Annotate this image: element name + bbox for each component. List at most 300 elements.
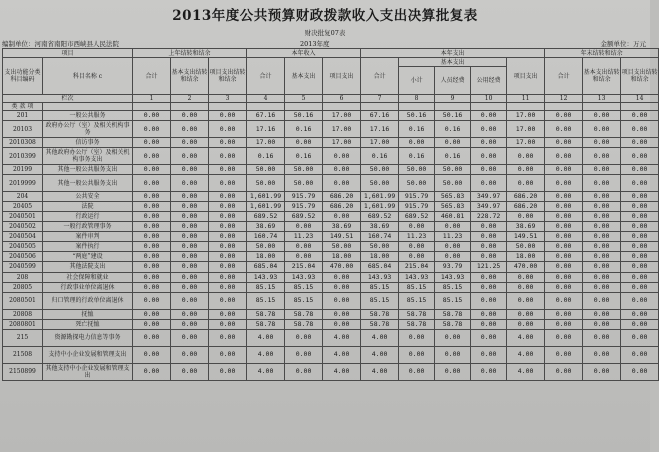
table-code: 财决批复07表 bbox=[304, 29, 346, 37]
header-project: 项目 bbox=[3, 49, 133, 58]
table-row bbox=[3, 175, 659, 192]
table-row bbox=[3, 346, 659, 363]
table-row bbox=[3, 232, 659, 242]
row-value: 0.00 bbox=[209, 242, 247, 252]
row-value: 0.00 bbox=[583, 202, 621, 212]
row-value: 0.16 bbox=[399, 121, 435, 138]
row-value: 0.00 bbox=[285, 138, 323, 148]
row-value: 4.00 bbox=[323, 346, 361, 363]
row-value: 0.00 bbox=[471, 222, 507, 232]
row-value: 4.00 bbox=[323, 329, 361, 346]
row-value: 0.00 bbox=[133, 329, 171, 346]
row-value: 0.00 bbox=[507, 212, 545, 222]
table-row bbox=[3, 121, 659, 138]
row-subject-name: 一般公共服务 bbox=[43, 111, 133, 121]
row-value: 18.00 bbox=[507, 252, 545, 262]
row-value: 0.00 bbox=[323, 175, 361, 192]
row-value: 0.00 bbox=[621, 165, 659, 175]
row-value: 50.16 bbox=[285, 111, 323, 121]
row-subject-name: 信访事务 bbox=[43, 138, 133, 148]
budget-table bbox=[2, 48, 659, 381]
row-value: 0.00 bbox=[209, 292, 247, 309]
row-value: 470.00 bbox=[507, 262, 545, 272]
row-value: 0.00 bbox=[171, 165, 209, 175]
row-value: 228.72 bbox=[471, 212, 507, 222]
row-value: 0.00 bbox=[133, 346, 171, 363]
row-value: 0.00 bbox=[209, 192, 247, 202]
row-value: 0.00 bbox=[133, 222, 171, 232]
row-value: 915.79 bbox=[285, 202, 323, 212]
header-row-no: 栏次 bbox=[3, 95, 133, 103]
row-value: 0.00 bbox=[435, 252, 471, 262]
row-value: 689.52 bbox=[247, 212, 285, 222]
row-value: 0.00 bbox=[285, 363, 323, 380]
row-value: 470.00 bbox=[323, 262, 361, 272]
header-expense-project: 项目支出 bbox=[507, 58, 545, 95]
row-value: 0.00 bbox=[621, 252, 659, 262]
row-value: 0.00 bbox=[209, 222, 247, 232]
row-value: 349.97 bbox=[471, 202, 507, 212]
row-value: 0.00 bbox=[399, 329, 435, 346]
row-value: 0.00 bbox=[583, 175, 621, 192]
row-value: 0.00 bbox=[545, 121, 583, 138]
row-code: 2040506 bbox=[3, 252, 43, 262]
row-value: 0.00 bbox=[435, 346, 471, 363]
row-value: 0.00 bbox=[171, 319, 209, 329]
table-row bbox=[3, 329, 659, 346]
table-row bbox=[3, 212, 659, 222]
row-value: 0.00 bbox=[133, 192, 171, 202]
row-code: 208 bbox=[3, 272, 43, 282]
row-value: 0.00 bbox=[583, 192, 621, 202]
row-value: 0.00 bbox=[507, 309, 545, 319]
row-value: 0.00 bbox=[583, 252, 621, 262]
row-code: 21508 bbox=[3, 346, 43, 363]
row-value: 58.78 bbox=[399, 319, 435, 329]
row-value: 0.00 bbox=[133, 309, 171, 319]
row-value: 50.16 bbox=[399, 111, 435, 121]
row-value: 0.00 bbox=[545, 202, 583, 212]
row-value: 50.00 bbox=[399, 165, 435, 175]
row-code: 2040505 bbox=[3, 242, 43, 252]
row-value: 0.00 bbox=[133, 282, 171, 292]
row-value: 85.15 bbox=[399, 292, 435, 309]
row-value: 0.00 bbox=[507, 272, 545, 282]
row-value: 1,601.99 bbox=[361, 192, 399, 202]
row-value: 0.00 bbox=[285, 329, 323, 346]
table-row bbox=[3, 202, 659, 212]
row-value: 0.00 bbox=[545, 232, 583, 242]
row-value: 50.00 bbox=[399, 175, 435, 192]
row-value: 0.00 bbox=[621, 232, 659, 242]
header-year-end-carry: 年末结转和结余 bbox=[545, 49, 659, 58]
row-code: 20103 bbox=[3, 121, 43, 138]
row-value: 0.00 bbox=[133, 121, 171, 138]
row-value: 0.00 bbox=[209, 262, 247, 272]
row-value: 0.00 bbox=[471, 252, 507, 262]
row-value: 50.00 bbox=[361, 175, 399, 192]
row-value: 50.00 bbox=[247, 165, 285, 175]
row-code: 2080501 bbox=[3, 292, 43, 309]
row-subject-name: 抚恤 bbox=[43, 309, 133, 319]
row-value: 0.00 bbox=[545, 222, 583, 232]
header-func-code: 支出功能分类科目编码 bbox=[3, 58, 43, 95]
col-number: 14 bbox=[621, 95, 659, 103]
row-subject-name: 支持中小企业发展和管理支出 bbox=[43, 346, 133, 363]
row-value: 4.00 bbox=[247, 346, 285, 363]
row-code: 2010399 bbox=[3, 148, 43, 165]
row-subject-name: 其他一般公共服务支出 bbox=[43, 175, 133, 192]
row-value: 0.00 bbox=[171, 346, 209, 363]
col-number: 6 bbox=[323, 95, 361, 103]
row-value: 0.00 bbox=[583, 222, 621, 232]
header-income-total: 合计 bbox=[247, 58, 285, 95]
row-value: 915.79 bbox=[399, 202, 435, 212]
row-value: 0.00 bbox=[133, 111, 171, 121]
row-value: 50.00 bbox=[285, 165, 323, 175]
row-value: 0.00 bbox=[171, 252, 209, 262]
row-value: 0.00 bbox=[171, 222, 209, 232]
table-row bbox=[3, 111, 659, 121]
row-value: 0.00 bbox=[171, 262, 209, 272]
row-subject-name: 其他一般公共服务支出 bbox=[43, 165, 133, 175]
row-value: 0.00 bbox=[171, 121, 209, 138]
row-value: 0.00 bbox=[507, 319, 545, 329]
row-value: 0.00 bbox=[583, 292, 621, 309]
row-value: 149.51 bbox=[507, 232, 545, 242]
row-value: 689.52 bbox=[285, 212, 323, 222]
row-subject-name: 行政事业单位离退休 bbox=[43, 282, 133, 292]
row-value: 0.00 bbox=[133, 148, 171, 165]
row-value: 0.00 bbox=[133, 138, 171, 148]
row-subject-name: 行政运行 bbox=[43, 212, 133, 222]
row-value: 460.81 bbox=[435, 212, 471, 222]
row-value: 143.93 bbox=[435, 272, 471, 282]
row-value: 0.00 bbox=[323, 165, 361, 175]
row-value: 0.00 bbox=[399, 252, 435, 262]
row-value: 11.23 bbox=[285, 232, 323, 242]
row-value: 215.04 bbox=[285, 262, 323, 272]
row-value: 18.00 bbox=[247, 252, 285, 262]
row-code: 20405 bbox=[3, 202, 43, 212]
row-value: 0.00 bbox=[621, 262, 659, 272]
row-value: 686.20 bbox=[323, 192, 361, 202]
row-value: 0.00 bbox=[209, 363, 247, 380]
row-value: 0.00 bbox=[171, 363, 209, 380]
row-value: 0.00 bbox=[583, 121, 621, 138]
compiling-unit: 编制单位：河南省南阳市西峡县人民法院 bbox=[2, 40, 119, 48]
row-value: 0.00 bbox=[471, 292, 507, 309]
row-value: 0.00 bbox=[507, 292, 545, 309]
row-code: 215 bbox=[3, 329, 43, 346]
row-value: 0.00 bbox=[471, 165, 507, 175]
row-value: 0.00 bbox=[171, 192, 209, 202]
header-lei-kuan-xiang: 类 款 项 bbox=[3, 103, 43, 111]
col-number: 2 bbox=[171, 95, 209, 103]
row-value: 0.16 bbox=[435, 121, 471, 138]
row-value: 0.00 bbox=[545, 111, 583, 121]
row-value: 0.00 bbox=[133, 363, 171, 380]
header-subtotal: 小计 bbox=[399, 67, 435, 95]
row-value: 0.00 bbox=[545, 165, 583, 175]
row-value: 58.78 bbox=[361, 319, 399, 329]
table-row bbox=[3, 165, 659, 175]
row-value: 17.16 bbox=[247, 121, 285, 138]
row-value: 0.00 bbox=[323, 309, 361, 319]
table-row bbox=[3, 292, 659, 309]
row-value: 17.00 bbox=[247, 138, 285, 148]
row-value: 685.04 bbox=[361, 262, 399, 272]
row-code: 2040502 bbox=[3, 222, 43, 232]
row-value: 121.25 bbox=[471, 262, 507, 272]
row-value: 50.00 bbox=[285, 175, 323, 192]
row-value: 85.15 bbox=[399, 282, 435, 292]
row-value: 0.00 bbox=[507, 148, 545, 165]
row-value: 4.00 bbox=[361, 346, 399, 363]
row-subject-name: 其他法院支出 bbox=[43, 262, 133, 272]
row-value: 4.00 bbox=[507, 363, 545, 380]
row-value: 17.00 bbox=[507, 138, 545, 148]
row-subject-name: 归口管理的行政单位离退休 bbox=[43, 292, 133, 309]
row-value: 0.00 bbox=[621, 121, 659, 138]
row-value: 0.00 bbox=[471, 148, 507, 165]
row-value: 67.16 bbox=[247, 111, 285, 121]
row-value: 50.00 bbox=[435, 165, 471, 175]
row-value: 0.00 bbox=[621, 222, 659, 232]
row-value: 18.00 bbox=[323, 252, 361, 262]
row-value: 0.00 bbox=[209, 272, 247, 282]
row-value: 0.00 bbox=[583, 319, 621, 329]
row-value: 17.00 bbox=[323, 111, 361, 121]
row-value: 0.00 bbox=[323, 292, 361, 309]
row-value: 160.74 bbox=[361, 232, 399, 242]
row-value: 0.00 bbox=[209, 232, 247, 242]
col-number: 12 bbox=[545, 95, 583, 103]
col-number: 9 bbox=[435, 95, 471, 103]
col-number: 11 bbox=[507, 95, 545, 103]
row-subject-name: 案件审判 bbox=[43, 232, 133, 242]
row-code: 2040504 bbox=[3, 232, 43, 242]
header-income-project: 项目支出 bbox=[323, 58, 361, 95]
col-number: 10 bbox=[471, 95, 507, 103]
row-value: 0.00 bbox=[209, 111, 247, 121]
table-row bbox=[3, 309, 659, 319]
row-value: 0.00 bbox=[583, 262, 621, 272]
header-public: 公用经费 bbox=[471, 67, 507, 95]
row-value: 0.00 bbox=[133, 165, 171, 175]
row-value: 686.20 bbox=[507, 202, 545, 212]
row-value: 38.69 bbox=[507, 222, 545, 232]
row-value: 0.00 bbox=[621, 111, 659, 121]
row-value: 689.52 bbox=[361, 212, 399, 222]
row-subject-name: 法院 bbox=[43, 202, 133, 212]
row-value: 0.00 bbox=[285, 346, 323, 363]
row-value: 0.00 bbox=[471, 242, 507, 252]
row-code: 204 bbox=[3, 192, 43, 202]
row-value: 0.00 bbox=[621, 138, 659, 148]
row-value: 50.00 bbox=[507, 242, 545, 252]
row-value: 0.00 bbox=[583, 232, 621, 242]
row-value: 93.79 bbox=[435, 262, 471, 272]
row-value: 50.00 bbox=[323, 242, 361, 252]
row-value: 0.00 bbox=[507, 282, 545, 292]
row-value: 0.00 bbox=[171, 111, 209, 121]
row-value: 143.93 bbox=[247, 272, 285, 282]
row-code: 2080801 bbox=[3, 319, 43, 329]
row-value: 4.00 bbox=[247, 329, 285, 346]
row-value: 0.00 bbox=[545, 138, 583, 148]
row-value: 0.00 bbox=[583, 329, 621, 346]
row-value: 0.00 bbox=[507, 165, 545, 175]
row-value: 0.00 bbox=[171, 329, 209, 346]
row-value: 4.00 bbox=[507, 329, 545, 346]
row-value: 0.00 bbox=[209, 148, 247, 165]
row-subject-name: “两庭”建设 bbox=[43, 252, 133, 262]
row-value: 0.00 bbox=[545, 329, 583, 346]
row-value: 0.00 bbox=[471, 329, 507, 346]
header-basic-expense: 基本支出 bbox=[399, 58, 507, 67]
table-row bbox=[3, 138, 659, 148]
row-subject-name: 案件执行 bbox=[43, 242, 133, 252]
row-value: 0.00 bbox=[545, 363, 583, 380]
row-value: 17.00 bbox=[361, 138, 399, 148]
row-value: 0.00 bbox=[621, 363, 659, 380]
row-value: 0.00 bbox=[171, 292, 209, 309]
row-value: 85.15 bbox=[435, 282, 471, 292]
header-end-project-carry: 项目支出结转和结余 bbox=[621, 58, 659, 95]
row-code: 20805 bbox=[3, 282, 43, 292]
row-value: 67.16 bbox=[361, 111, 399, 121]
row-value: 0.00 bbox=[545, 212, 583, 222]
row-value: 149.51 bbox=[323, 232, 361, 242]
row-value: 0.00 bbox=[435, 242, 471, 252]
table-row bbox=[3, 148, 659, 165]
row-subject-name: 一般行政管理事务 bbox=[43, 222, 133, 232]
row-value: 0.00 bbox=[545, 148, 583, 165]
row-value: 0.00 bbox=[545, 292, 583, 309]
row-value: 1,601.99 bbox=[361, 202, 399, 212]
row-value: 0.00 bbox=[583, 309, 621, 319]
row-value: 1,601.99 bbox=[247, 202, 285, 212]
row-value: 0.00 bbox=[285, 242, 323, 252]
row-value: 0.00 bbox=[545, 192, 583, 202]
table-body bbox=[3, 111, 659, 381]
row-value: 0.00 bbox=[133, 232, 171, 242]
row-value: 38.69 bbox=[247, 222, 285, 232]
row-value: 0.00 bbox=[583, 272, 621, 282]
row-value: 685.04 bbox=[247, 262, 285, 272]
row-code: 20199 bbox=[3, 165, 43, 175]
row-value: 689.52 bbox=[399, 212, 435, 222]
row-value: 0.00 bbox=[323, 272, 361, 282]
row-value: 0.00 bbox=[471, 282, 507, 292]
row-subject-name: 公共安全 bbox=[43, 192, 133, 202]
row-value: 0.00 bbox=[621, 202, 659, 212]
row-value: 0.00 bbox=[545, 262, 583, 272]
col-number: 4 bbox=[247, 95, 285, 103]
row-value: 0.00 bbox=[545, 309, 583, 319]
row-value: 0.16 bbox=[361, 148, 399, 165]
row-value: 85.15 bbox=[247, 282, 285, 292]
header-personnel: 人员经费 bbox=[435, 67, 471, 95]
row-value: 0.16 bbox=[399, 148, 435, 165]
table-row bbox=[3, 282, 659, 292]
row-value: 143.93 bbox=[399, 272, 435, 282]
row-value: 0.00 bbox=[471, 138, 507, 148]
row-value: 215.04 bbox=[399, 262, 435, 272]
row-value: 18.00 bbox=[361, 252, 399, 262]
row-code: 2040599 bbox=[3, 262, 43, 272]
row-value: 0.00 bbox=[471, 121, 507, 138]
row-value: 0.00 bbox=[209, 319, 247, 329]
row-value: 0.00 bbox=[171, 175, 209, 192]
row-value: 0.00 bbox=[545, 319, 583, 329]
row-value: 58.78 bbox=[399, 309, 435, 319]
row-value: 0.00 bbox=[621, 309, 659, 319]
row-value: 58.78 bbox=[435, 319, 471, 329]
row-value: 85.15 bbox=[361, 292, 399, 309]
row-value: 0.00 bbox=[583, 363, 621, 380]
row-value: 17.00 bbox=[323, 138, 361, 148]
row-value: 0.00 bbox=[171, 202, 209, 212]
row-value: 0.16 bbox=[247, 148, 285, 165]
row-value: 0.00 bbox=[621, 329, 659, 346]
row-code: 2150899 bbox=[3, 363, 43, 380]
row-value: 0.00 bbox=[583, 111, 621, 121]
row-value: 0.00 bbox=[621, 292, 659, 309]
row-value: 686.20 bbox=[507, 192, 545, 202]
row-value: 0.00 bbox=[171, 272, 209, 282]
row-code: 201 bbox=[3, 111, 43, 121]
row-value: 4.00 bbox=[247, 363, 285, 380]
row-value: 0.00 bbox=[471, 175, 507, 192]
row-value: 38.69 bbox=[323, 222, 361, 232]
header-prior-total: 合计 bbox=[133, 58, 171, 95]
row-value: 0.00 bbox=[545, 346, 583, 363]
row-value: 0.00 bbox=[133, 292, 171, 309]
row-value: 11.23 bbox=[399, 232, 435, 242]
row-value: 0.00 bbox=[583, 346, 621, 363]
row-value: 0.00 bbox=[435, 329, 471, 346]
row-value: 0.00 bbox=[171, 282, 209, 292]
table-row bbox=[3, 252, 659, 262]
row-value: 50.00 bbox=[361, 165, 399, 175]
row-value: 0.00 bbox=[209, 212, 247, 222]
row-code: 20808 bbox=[3, 309, 43, 319]
row-value: 38.69 bbox=[361, 222, 399, 232]
header-end-total: 合计 bbox=[545, 58, 583, 95]
row-value: 0.00 bbox=[583, 138, 621, 148]
row-value: 0.00 bbox=[133, 252, 171, 262]
table-row bbox=[3, 272, 659, 282]
year-label: 2013年度 bbox=[300, 40, 330, 48]
row-code: 2040501 bbox=[3, 212, 43, 222]
row-value: 0.16 bbox=[285, 121, 323, 138]
row-value: 0.00 bbox=[399, 222, 435, 232]
row-value: 0.00 bbox=[285, 222, 323, 232]
row-value: 0.00 bbox=[471, 346, 507, 363]
row-value: 0.00 bbox=[209, 282, 247, 292]
row-value: 0.00 bbox=[133, 202, 171, 212]
row-value: 58.78 bbox=[247, 309, 285, 319]
row-value: 0.00 bbox=[209, 175, 247, 192]
row-value: 0.00 bbox=[545, 242, 583, 252]
col-number: 5 bbox=[285, 95, 323, 103]
row-value: 4.00 bbox=[323, 363, 361, 380]
row-value: 50.00 bbox=[435, 175, 471, 192]
header-prior-project-carry: 项目支出结转和结余 bbox=[209, 58, 247, 95]
row-value: 0.00 bbox=[471, 309, 507, 319]
